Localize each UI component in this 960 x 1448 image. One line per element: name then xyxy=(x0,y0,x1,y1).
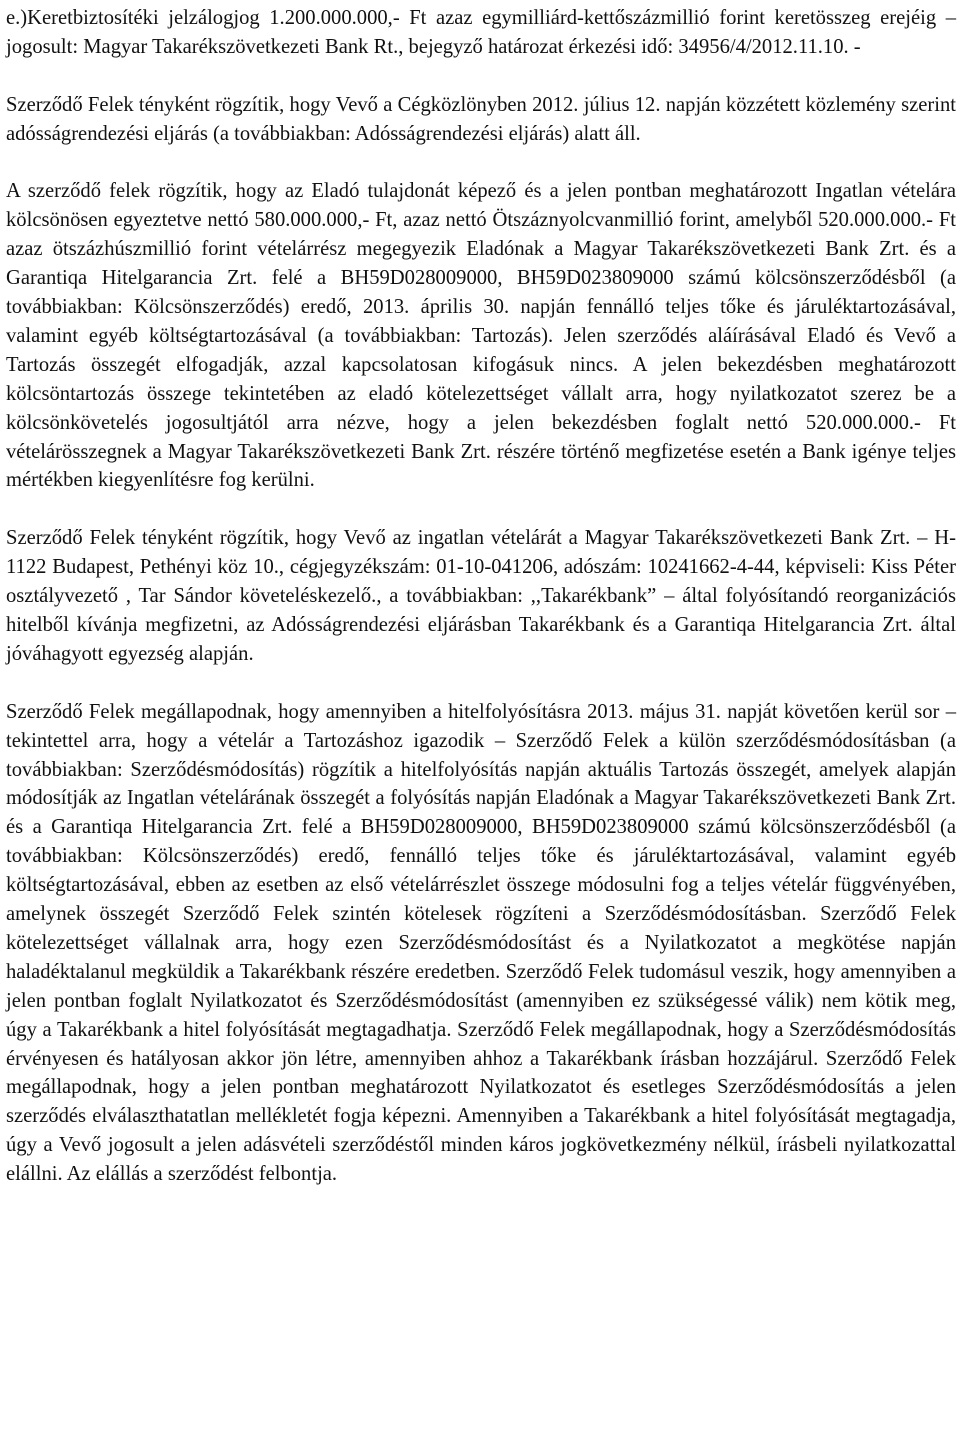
paragraph-gap xyxy=(6,669,956,698)
paragraph-purchase-price: A szerződő felek rögzítik, hogy az Eladó tulajdonát képező és a jelen pontban meghatározott Ingatlan vételára kölcsönösen egyeztetve nettó 580.000.000,- Ft, azaz nettó Ötszáznyolcvanmillió forint, amelyből 520.000.000.- Ft azaz ötszázhúszmillió forint vételárrész megegyezik Eladónak a Magyar Takarékszövetkezeti Bank Zrt. és a Garantiqa Hitelgarancia Zrt. felé a BH59D028009000, BH59D023809000 számú kölcsönszerződésből (a továbbiakban: Kölcsönszerződés) eredő, 2013. április 30. napján fennálló teljes tőke és járuléktartozásával, valamint egyéb költségtartozásával (a továbbiakban: Tartozás). Jelen szerződés aláírásával Eladó és Vevő a Tartozás összegét elfogadják, azzal kapcsolatosan kifogásuk nincs. A jelen bekezdésben meghatározott kölcsöntartozás összege tekintetében az eladó kötelezettséget vállalt arra, hogy nyilatkozatot szerez be a kölcsönkövetelés jogosultjától arra nézve, hogy a jelen bekezdésben foglalt nettó 520.000.000.- Ft vételárösszegnek a Magyar Takarékszövetkezeti Bank Zrt. részére történő megfizetése esetén a Bank igénye teljes mértékben kiegyenlítésre fog kerülni. xyxy=(6,180,956,492)
paragraph-gap xyxy=(6,495,956,524)
paragraph-encumbrance: e.)Keretbiztosítéki jelzálogjog 1.200.000.000,- Ft azaz egymilliárd-kettőszázmillió forint keretösszeg erejéig – jogosult: Magyar Takarékszövetkezeti Bank Rt., bejegyző határozat érkezési idő: 34956/4/2012.11.10. - xyxy=(6,7,956,58)
paragraph-contract-amendment: Szerződő Felek megállapodnak, hogy amennyiben a hitelfolyósításra 2013. május 31. napját követően kerül sor – tekintettel arra, hogy a vételár a Tartozáshoz igazodik – Szerződő Felek a külön szerződésmódosításban (a továbbiakban: Szerződésmódosítás) rögzítik a hitelfolyósítás napján aktuális Tartozás összegét, amelyek alapján módosítják az Ingatlan vételárának összegét a folyósítás napján Eladónak a Magyar Takarékszövetkezeti Bank Zrt. és a Garantiqa Hitelgarancia Zrt. felé a BH59D028009000, BH59D023809000 számú kölcsönszerződésből (a továbbiakban: Kölcsönszerződés) eredő, fennálló teljes tőke és járuléktartozásával, valamint egyéb költségtartozásával, ebben az esetben az első vételárrészlet összege módosulni fog a teljes vételár függvényében, amelynek összegét Szerződő Felek szintén kötelesek rögzíteni a Szerződésmódosításban. Szerződő Felek kötelezettséget vállalnak arra, hogy ezen Szerződésmódosítást és a Nyilatkozatot a megkötése napján haladéktalanul megküldik a Takarékbank részére eredetben. Szerződő Felek tudomásul veszik, hogy amennyiben a jelen pontban foglalt Nyilatkozatot és Szerződésmódosítást (amennyiben ez szükségessé válik) nem kötik meg, úgy a Takarékbank a hitel folyósítását megtagadhatja. Szerződő Felek megállapodnak, hogy a Szerződésmódosítás érvényesen és hatályosan akkor jön létre, amennyiben ahhoz a Takarékbank írásban hozzájárul. Szerződő Felek megállapodnak, hogy a jelen pontban meghatározott Nyilatkozatot és esetleges Szerződésmódosítás a jelen szerződés elválaszthatatlan mellékletét fogja képezni. Amennyiben a Takarékbank a hitel folyósítását megtagadja, úgy a Vevő jogosult a jelen adásvételi szerződéstől minden káros jogkövetkezmény nélkül, írásbeli nyilatkozattal elállni. Az elállás a szerződést felbontja. xyxy=(6,700,956,1186)
document-page xyxy=(6,4,956,1189)
paragraph-debt-settlement: Szerződő Felek tényként rögzítik, hogy Vevő a Cégközlönyben 2012. július 12. napján közzétett közlemény szerint adósságrendezési eljárás (a továbbiakban: Adósságrendezési eljárás) alatt áll. xyxy=(6,93,956,145)
paragraph-financing: Szerződő Felek tényként rögzítik, hogy Vevő az ingatlan vételárát a Magyar Takarékszövetkezeti Bank Zrt. – H- 1122 Budapest, Pethényi köz 10., cégjegyzékszám: 01-10-041206, adószám: 10241662-4-44, képviseli: Kiss Péter osztályvezető , Tar Sándor követeléskezelő., a továbbiakban: ,,Takarékbank” – által folyósítandó reorganizációs hitelből kívánja megfizetni, az Adósságrendezési eljárásban Takarékbank és a Garantiqa Hitelgarancia Zrt. által jóváhagyott egyezség alapján. xyxy=(6,527,956,665)
paragraph-gap xyxy=(6,149,956,178)
paragraph-gap xyxy=(6,62,956,91)
